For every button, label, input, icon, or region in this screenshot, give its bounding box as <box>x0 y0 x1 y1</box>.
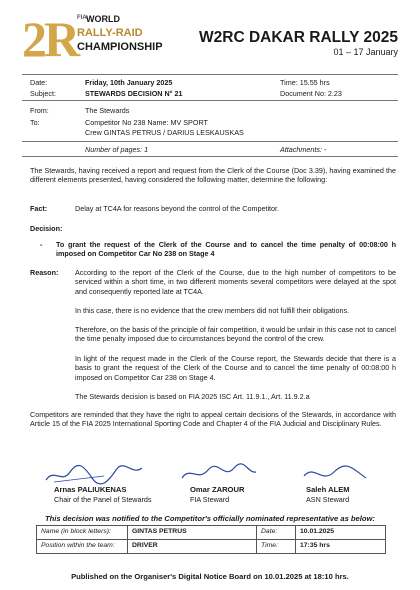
decision-bullet: - <box>40 240 43 249</box>
divider <box>22 74 398 75</box>
signatory-role: ASN Steward <box>306 495 350 504</box>
signature-scribble-icon <box>300 462 370 486</box>
date-label: Date: <box>257 526 296 540</box>
from-value: The Stewards <box>85 106 130 115</box>
signatory-name: Arnas PALIUKENAS <box>54 485 127 494</box>
divider <box>22 100 398 101</box>
date-value: Friday, 10th January 2025 <box>85 78 173 87</box>
table-row <box>37 540 386 554</box>
to-line-1: Competitor No 238 Name: MV SPORT <box>85 118 208 127</box>
position-label: Position within the team: <box>37 540 128 554</box>
table-row <box>37 526 386 540</box>
document-number: Document No: 2.23 <box>280 89 342 98</box>
reason-paragraph-3: Therefore, on the basis of the principle of fair competition, it would be unfair in this case not to cancel the time penalty imposed due to circumstances beyond the control of the crew. <box>75 325 396 344</box>
date-label: Date: <box>30 78 48 87</box>
from-label: From: <box>30 106 49 115</box>
reason-label: Reason: <box>30 268 59 277</box>
time-value: 17:35 hrs <box>296 540 386 554</box>
signature-zarour <box>178 462 258 486</box>
name-value: GINTAS PETRUS <box>128 526 257 540</box>
signature-paliukenas <box>44 462 144 486</box>
signature-scribble-icon <box>44 462 144 486</box>
divider <box>22 141 398 142</box>
logo-2r-mark: 2R <box>22 11 78 67</box>
intro-paragraph: The Stewards, having received a report and request from the Clerk of the Course (Doc 3.39), having examined the different elements presented, having considered the following matter, determine the following: <box>30 166 396 185</box>
attachments: Attachments: - <box>280 145 327 154</box>
decision-text: To grant the request of the Clerk of the Course and to cancel the time penalty of 00:08:00 h imposed on Competitor Car No 238 on Stage 4 <box>56 240 396 259</box>
signatory-role: FIA Steward <box>190 495 230 504</box>
reason-paragraph-5: The Stewards decision is based on FIA 2025 ISC Art. 11.9.1., Art. 11.9.2.a <box>75 392 310 401</box>
signatory-name: Saleh ALEM <box>306 485 350 494</box>
logo-fia-text: FIA <box>77 15 87 21</box>
signature-alem <box>300 462 370 486</box>
date-value: 10.01.2025 <box>296 526 386 540</box>
published-note: Published on the Organiser's Digital Notice Board on 10.01.2025 at 18:10 hrs. <box>71 572 349 581</box>
championship-logo <box>22 12 172 66</box>
event-dates: 01 – 17 January <box>333 47 398 57</box>
fact-section <box>30 204 396 213</box>
reason-paragraph-2: In this case, there is no evidence that the crew members did not fulfill their obligations. <box>75 306 350 315</box>
subject-label: Subject: <box>30 89 56 98</box>
time-label: Time: 15.55 hrs <box>280 78 330 87</box>
signatory-role: Chair of the Panel of Stewards <box>54 495 152 504</box>
time-label: Time: <box>257 540 296 554</box>
reason-paragraph-4: In light of the request made in the Clerk of the Course report, the Stewards decide that there is a basis to grant the request of the Clerk of the Course and to cancel the time penalty of 00:08:00 h imposed on Competitor Car 238 on Stage 4. <box>75 354 396 382</box>
logo-rally-raid-text: RALLY-RAID <box>77 27 143 39</box>
signatory-name: Omar ZAROUR <box>190 485 245 494</box>
number-of-pages: Number of pages: 1 <box>85 145 149 154</box>
logo-championship-text: CHAMPIONSHIP <box>77 41 163 53</box>
reason-paragraph-1: According to the report of the Clerk of the Course, due to the high number of competitors to be serviced within a short time, in two different moments several competitors were delayed at the spot and consequently reported late at TC4A. <box>75 268 396 296</box>
to-line-2: Crew GINTAS PETRUS / DARIUS LESKAUSKAS <box>85 128 244 137</box>
subject-value: STEWARDS DECISION N° 21 <box>85 89 183 98</box>
to-label: To: <box>30 118 40 127</box>
signature-scribble-icon <box>178 462 258 486</box>
position-value: DRIVER <box>128 540 257 554</box>
fact-text: Delay at TC4A for reasons beyond the control of the Competitor. <box>75 204 280 213</box>
divider <box>22 156 398 157</box>
notification-heading: This decision was notified to the Competitor's officially nominated representative as below: <box>45 514 375 523</box>
event-title: W2RC DAKAR RALLY 2025 <box>199 29 398 46</box>
appeal-paragraph: Competitors are reminded that they have the right to appeal certain decisions of the Stewards, in accordance with Article 15 of the FIA 2025 International Sporting Code and Chapter 4 of the FIA Judicial and Disciplinary Rules. <box>30 410 396 429</box>
name-label: Name (in block letters): <box>37 526 128 540</box>
decision-label: Decision: <box>30 224 63 233</box>
notification-table <box>36 525 386 554</box>
logo-world-text: WORLD <box>86 14 120 24</box>
fact-label: Fact: <box>30 204 48 213</box>
